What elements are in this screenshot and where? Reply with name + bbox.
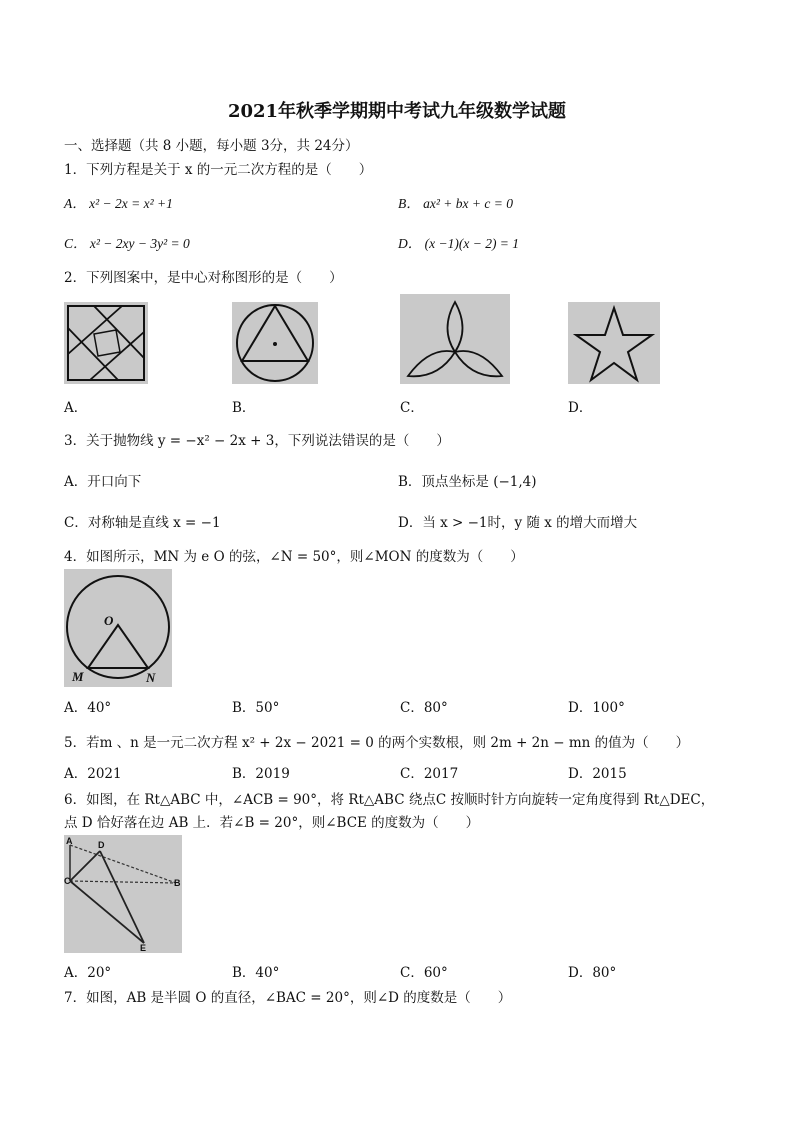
q5-option-b: B．2019 <box>232 766 290 782</box>
q4-option-c: C．80° <box>400 700 448 716</box>
q4-stem: 4．如图所示，MN 为 e O 的弦，∠N = 50°，则∠MON 的度数为（ ） <box>64 549 524 565</box>
q3-stem: 3．关于抛物线 y = −x² − 2x + 3，下列说法错误的是（ ） <box>64 433 450 449</box>
figure-pinwheel-square <box>64 302 148 384</box>
q4-option-d: D．100° <box>568 700 625 716</box>
label-b: B <box>174 878 181 888</box>
label-m: M <box>72 669 84 684</box>
q3-option-b: B．顶点坐标是 (−1,4) <box>398 474 537 490</box>
q4-option-b: B．50° <box>232 700 280 716</box>
q2-option-d: D． <box>568 400 593 416</box>
q6-option-b: B．40° <box>232 965 280 981</box>
q6-option-d: D．80° <box>568 965 617 981</box>
q1-option-c: C． x² − 2xy − 3y² = 0 <box>64 236 190 251</box>
label-n: N <box>146 670 156 685</box>
figure-circle-triangle <box>232 302 318 384</box>
q2-option-b: B． <box>232 400 256 416</box>
figure-three-leaves <box>400 294 510 384</box>
section-heading: 一、选择题（共 8 小题，每小题 3分，共 24分） <box>64 138 359 154</box>
q3-option-d: D．当 x > −1时，y 随 x 的增大而增大 <box>398 515 638 531</box>
q2-option-a: A． <box>64 400 88 416</box>
q5-option-c: C．2017 <box>400 766 459 782</box>
q5-option-a: A．2021 <box>64 766 122 782</box>
q1-stem: 1．下列方程是关于 x 的一元二次方程的是（ ） <box>64 162 373 178</box>
q1-option-b: B． ax² + bx + c = 0 <box>398 196 513 211</box>
label-a: A <box>66 836 73 846</box>
q1-option-a: A． x² − 2x = x² +1 <box>64 196 173 211</box>
q4-option-a: A．40° <box>64 700 112 716</box>
label-o: O <box>104 613 114 628</box>
q7-stem: 7．如图，AB 是半圆 O 的直径，∠BAC = 20°，则∠D 的度数是（ ） <box>64 990 512 1006</box>
q6-option-c: C．60° <box>400 965 448 981</box>
label-d: D <box>98 840 105 850</box>
figure-rotated-triangles <box>64 835 182 953</box>
q6-option-a: A．20° <box>64 965 112 981</box>
q1-option-d: D． (x −1)(x − 2) = 1 <box>398 236 520 251</box>
q6-stem-line1: 6．如图，在 Rt△ABC 中，∠ACB = 90°，将 Rt△ABC 绕点C 按顺时针方向旋转一定角度得到 Rt△DEC， <box>64 792 715 808</box>
label-e: E <box>140 943 147 953</box>
figure-star <box>568 302 660 384</box>
figure-circle-chord <box>64 569 172 687</box>
q3-option-c: C．对称轴是直线 x = −1 <box>64 515 221 531</box>
q3-option-a: A．开口向下 <box>64 474 142 490</box>
label-c: C <box>64 876 71 886</box>
q2-stem: 2．下列图案中，是中心对称图形的是（ ） <box>64 270 343 286</box>
q5-option-d: D．2015 <box>568 766 627 782</box>
q6-stem-line2: 点 D 恰好落在边 AB 上．若∠B = 20°，则∠BCE 的度数为（ ） <box>64 815 480 831</box>
q2-option-c: C． <box>400 400 424 416</box>
q5-stem: 5．若m 、n 是一元二次方程 x² + 2x − 2021 = 0 的两个实数根，则 2m + 2n − mn 的值为（ ） <box>64 735 690 751</box>
page-title: 2021年秋季学期期中考试九年级数学试题 <box>227 101 567 122</box>
